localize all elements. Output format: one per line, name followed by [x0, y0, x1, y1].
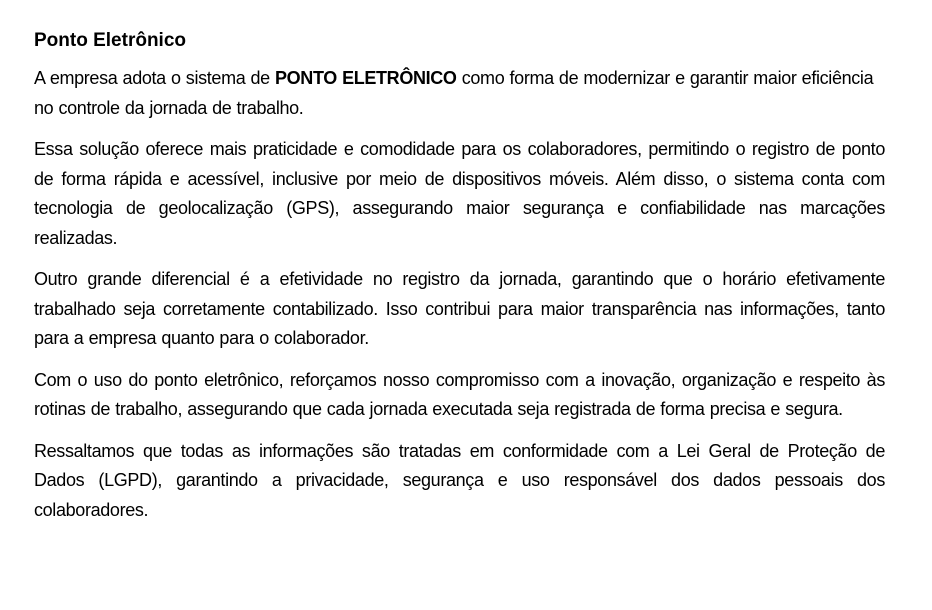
paragraph-4: Ressaltamos que todas as informações são tratadas em conformidade com a Lei Geral de Proteção de Dados (LGPD), garantindo a privacidade, segurança e uso responsável dos dados pessoais dos colaboradores.: [34, 440, 885, 520]
intro-text-bold: PONTO ELETRÔNICO: [275, 68, 457, 88]
document-title: Ponto Eletrônico: [34, 30, 186, 51]
paragraph-1: Essa solução oferece mais praticidade e comodidade para os colaboradores, permitindo o registro de ponto de forma rápida e acessível, inclusive por meio de dispositivos móveis. Além disso, o sistema conta com tecnologia de geolocalização (GPS), assegurando maior segurança e confiabilidade nas marcações realizadas.: [34, 139, 885, 248]
intro-text-after: como forma de modernizar e garantir maior eficiência no controle da jornada de trabalho.: [34, 68, 874, 118]
intro-text-before: A empresa adota o sistema de: [34, 68, 275, 88]
paragraph-intro: [34, 64, 885, 123]
paragraph-2: Outro grande diferencial é a efetividade no registro da jornada, garantindo que o horário efetivamente trabalhado seja corretamente contabilizado. Isso contribui para maior transparência nas informações, tanto para a empresa quanto para o colaborador.: [34, 269, 885, 348]
paragraph-3: Com o uso do ponto eletrônico, reforçamos nosso compromisso com a inovação, organização e respeito às rotinas de trabalho, assegurando que cada jornada executada seja registrada de forma precisa e segura.: [34, 369, 885, 419]
document-body: [34, 28, 885, 537]
